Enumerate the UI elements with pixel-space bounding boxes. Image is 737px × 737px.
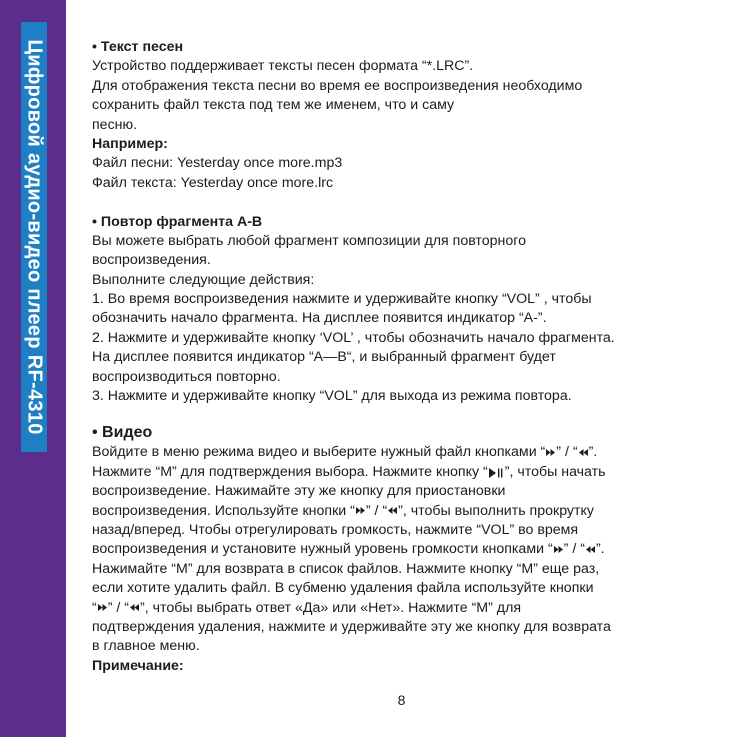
video-line: воспроизведения. Используйте кнопки “ ” / “ ”, чтобы выполнить прокрутку <box>92 502 594 519</box>
rewind-icon <box>586 545 595 554</box>
ab-line: 1. Во время воспроизведения нажмите и удерживайте кнопку “VOL” , чтобы <box>92 291 592 308</box>
ab-line: Вы можете выбрать любой фрагмент композиции для повторного <box>92 232 527 249</box>
video-line: Нажимайте “M” для возврата в список файлов. Нажмите кнопку “M” еще раз, <box>92 560 600 577</box>
rewind-icon <box>579 448 588 457</box>
ab-line: воспроизводиться повторно. <box>92 368 281 385</box>
ab-line: 2. Нажмите и удерживайте кнопку ‘VOL’ , чтобы обозначить начало фрагмента. <box>92 329 615 346</box>
lyrics-line: Устройство поддерживает тексты песен формата “*.LRC”. <box>92 58 474 75</box>
forward-icon <box>356 506 365 515</box>
example-line: Файл текста: Yesterday once more.lrc <box>92 174 334 191</box>
video-line: назад/вперед. Чтобы отрегулировать громкость, нажмите “VOL” во время <box>92 521 579 538</box>
ab-line: воспроизведения. <box>92 252 211 269</box>
lyrics-line: Для отображения текста песни во время ее воспроизведения необходимо <box>92 77 583 94</box>
page-content <box>92 38 704 676</box>
video-line: воспроизведения и установите нужный уровень громкости кнопками “ ” / “ ”. <box>92 541 605 558</box>
rewind-icon <box>130 603 139 612</box>
video-line: в главное меню. <box>92 638 200 655</box>
ab-line: Выполните следующие действия: <box>92 271 315 288</box>
video-line: Войдите в меню режима видео и выберите нужный файл кнопками “ ” / “ ”. <box>92 444 598 461</box>
note-heading: Примечание: <box>92 657 184 674</box>
lyrics-line: сохранить файл текста под тем же именем, что и саму <box>92 97 455 114</box>
lyrics-line: песню. <box>92 116 138 133</box>
example-line: Файл песни: Yesterday once more.mp3 <box>92 155 343 172</box>
ab-line: 3. Нажмите и удерживайте кнопку “VOL” для выхода из режима повтора. <box>92 388 572 405</box>
video-line: если хотите удалить файл. В субменю удаления файла используйте кнопки <box>92 580 594 597</box>
example-heading: Например: <box>92 135 168 152</box>
video-line: подтверждения удаления, нажмите и удерживайте эту же кнопку для возврата <box>92 618 611 635</box>
video-line: “ ” / “ ”, чтобы выбрать ответ «Да» или «Нет». Нажмите “M” для <box>92 599 522 616</box>
ab-line: На дисплее появится индикатор “A—B“, и выбранный фрагмент будет <box>92 349 556 366</box>
sidebar <box>0 0 66 737</box>
ab-line: обозначить начало фрагмента. На дисплее появится индикатор “A-”. <box>92 310 547 327</box>
forward-icon <box>98 603 107 612</box>
forward-icon <box>546 448 555 457</box>
sidebar-title: Цифровой аудио-видео плеер RF-4310 <box>23 39 46 435</box>
video-heading: • Видео <box>92 424 153 442</box>
ab-repeat-heading: • Повтор фрагмента А-В <box>92 213 263 230</box>
video-line: воспроизведение. Нажимайте эту же кнопку для приостановки <box>92 483 506 500</box>
video-line: Нажмите “M” для подтверждения выбора. Нажмите кнопку “ ”, чтобы начать <box>92 463 606 480</box>
play-pause-icon <box>489 468 504 477</box>
rewind-icon <box>388 506 397 515</box>
lyrics-heading: • Текст песен <box>92 39 184 55</box>
forward-icon <box>554 545 563 554</box>
page-number: 8 <box>397 692 406 708</box>
